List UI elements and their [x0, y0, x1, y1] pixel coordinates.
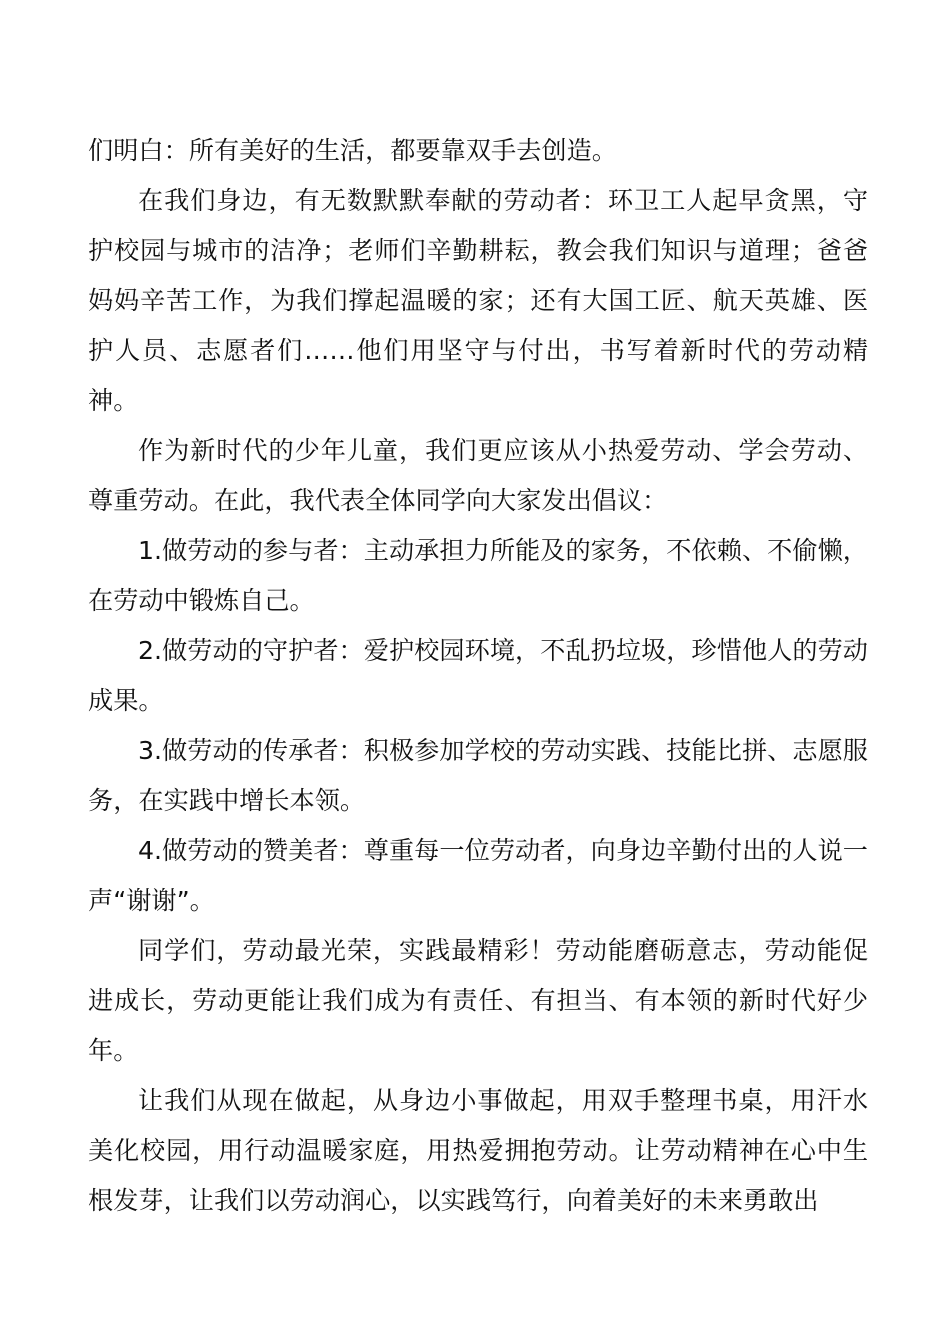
- proposal-item-3: 3.做劳动的传承者：积极参加学校的劳动实践、技能比拼、志愿服务，在实践中增长本领。: [88, 736, 868, 815]
- paragraph-laborers: 在我们身边，有无数默默奉献的劳动者：环卫工人起早贪黑，守护校园与城市的洁净；老师们辛勤耕耘，教会我们知识与道理；爸爸妈妈辛苦工作，为我们撑起温暖的家；还有大国工匠、航天英雄、医护人员、志愿者们……他们用坚守与付出，书写着新时代的劳动精神。: [88, 186, 868, 415]
- paragraph-continuation: 们明白：所有美好的生活，都要靠双手去创造。: [88, 136, 617, 165]
- proposal-item-1: 1.做劳动的参与者：主动承担力所能及的家务，不依赖、不偷懒，在劳动中锻炼自己。: [88, 536, 868, 615]
- paragraph-proposal-intro: 作为新时代的少年儿童，我们更应该从小热爱劳动、学会劳动、尊重劳动。在此，我代表全体同学向大家发出倡议：: [88, 436, 868, 515]
- proposal-item-2: 2.做劳动的守护者：爱护校园环境，不乱扔垃圾，珍惜他人的劳动成果。: [88, 636, 868, 715]
- paragraph-call-to-action: 让我们从现在做起，从身边小事做起，用双手整理书桌，用汗水美化校园，用行动温暖家庭，用热爱拥抱劳动。让劳动精神在心中生根发芽，让我们以劳动润心，以实践笃行，向着美好的未来勇敢出: [88, 1086, 868, 1215]
- body-text: [88, 126, 868, 1226]
- proposal-item-4: 4.做劳动的赞美者：尊重每一位劳动者，向身边辛勤付出的人说一声“谢谢”。: [88, 836, 868, 915]
- paragraph-classmates: 同学们，劳动最光荣，实践最精彩！劳动能磨砺意志，劳动能促进成长，劳动更能让我们成为有责任、有担当、有本领的新时代好少年。: [88, 936, 868, 1065]
